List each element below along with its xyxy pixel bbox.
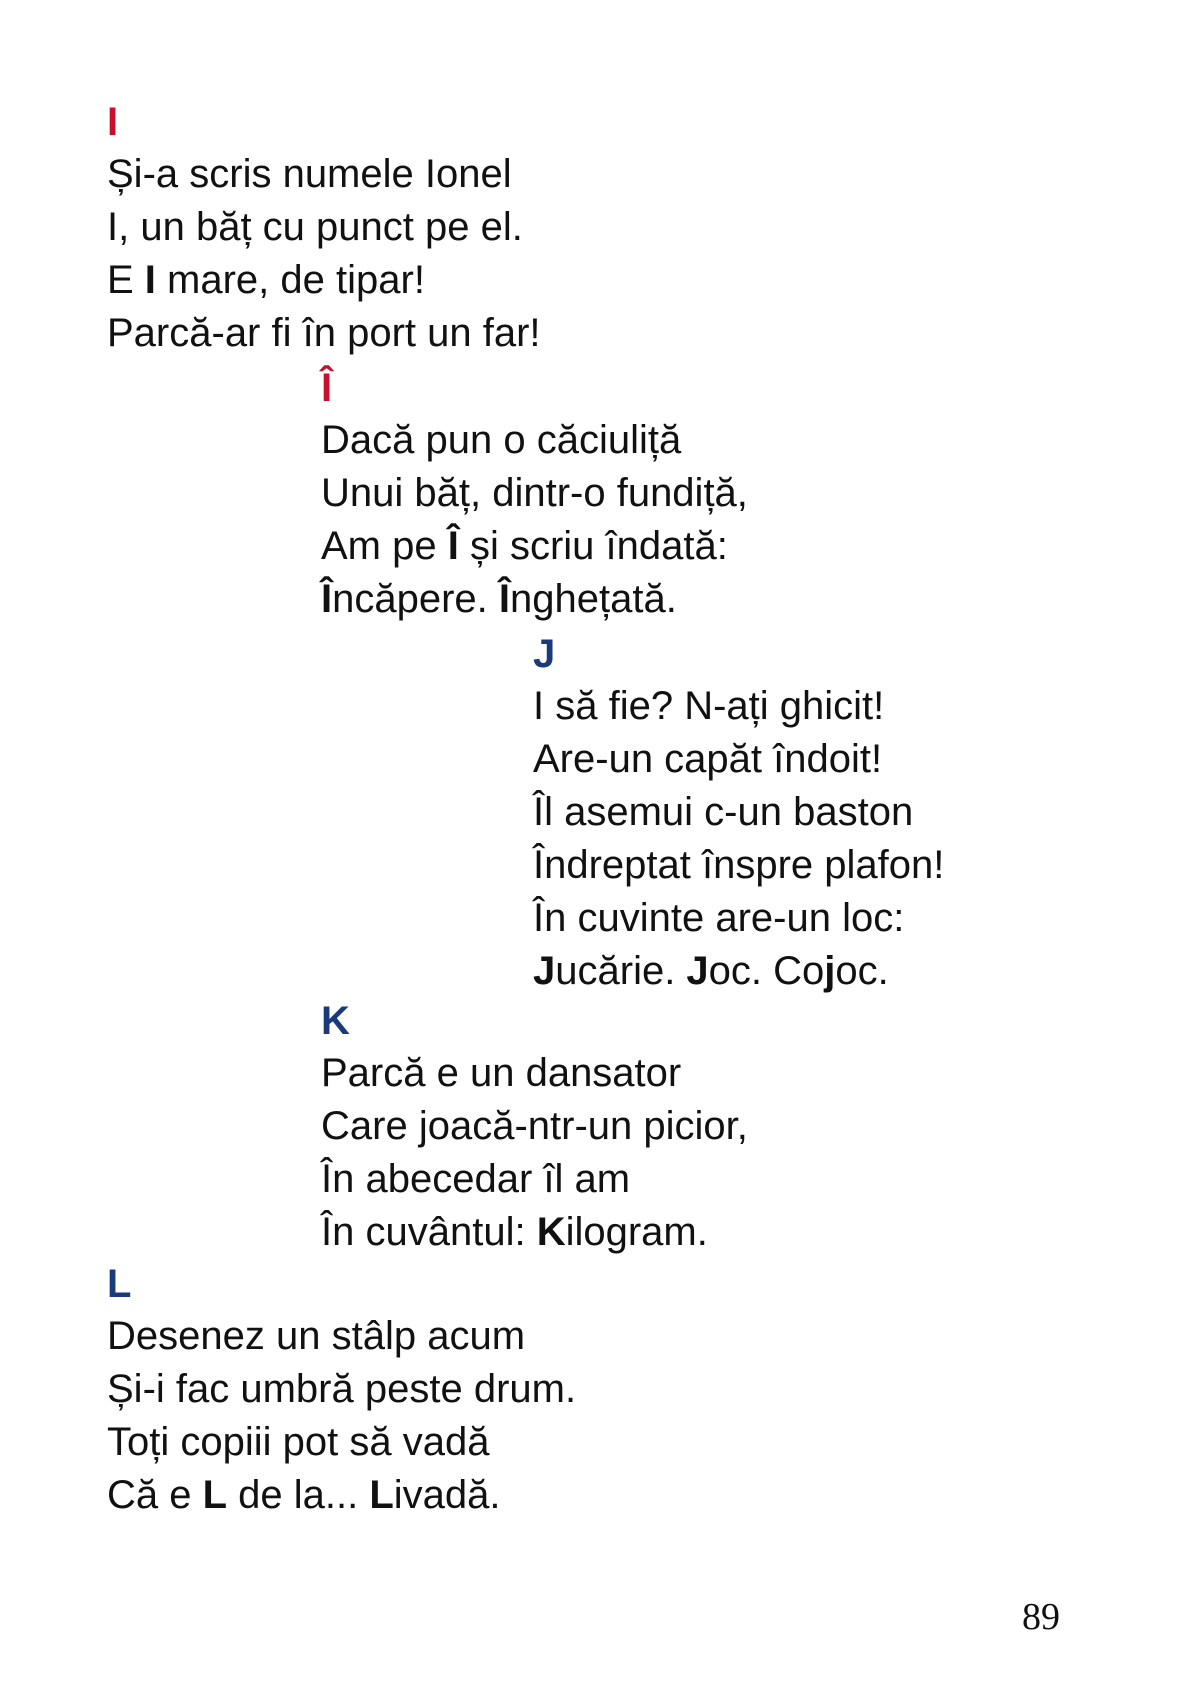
- stanza-lines: [107, 1310, 576, 1522]
- highlighted-letter: L: [202, 1473, 228, 1517]
- poem-line: I, un băț cu punct pe el.: [107, 205, 523, 249]
- poem-line: Dacă pun o căciuliță: [321, 418, 682, 462]
- highlighted-letter: I: [144, 258, 156, 302]
- highlighted-letter: j: [824, 949, 836, 993]
- stanza-lines: [533, 680, 944, 998]
- page-number: 89: [1022, 1596, 1060, 1638]
- poem-line: Parcă-ar fi în port un far!: [107, 311, 541, 355]
- poem-line: Îndreptat înspre plafon!: [533, 843, 945, 887]
- stanza-l: [107, 1258, 576, 1522]
- highlighted-letter: J: [686, 949, 709, 993]
- stanza-letter: J: [533, 632, 556, 676]
- poem-line: În abecedar îl am: [321, 1157, 631, 1201]
- stanza-k: [321, 995, 748, 1259]
- poem-line: Îl asemui c-un baston: [533, 790, 914, 834]
- poem-line: Are-un capăt îndoit!: [533, 737, 883, 781]
- stanza-i: [107, 96, 541, 360]
- poem-line: Că e L de la... Livadă.: [107, 1473, 501, 1517]
- stanza-lines: [321, 1047, 748, 1259]
- highlighted-letter: Î: [321, 577, 333, 621]
- poem-line: Desenez un stâlp acum: [107, 1314, 526, 1358]
- poem-line: Încăpere. Înghețată.: [321, 577, 677, 621]
- poem-line: Toți copiii pot să vadă: [107, 1420, 490, 1464]
- stanza-letter: Î: [321, 366, 333, 410]
- highlighted-letter: Î: [447, 524, 459, 568]
- highlighted-letter: K: [536, 1210, 566, 1254]
- poem-line: În cuvinte are-un loc:: [533, 896, 905, 940]
- highlighted-letter: J: [533, 949, 556, 993]
- poem-line: Am pe Î și scriu îndată:: [321, 524, 728, 568]
- stanza-lines: [321, 414, 748, 626]
- poem-line: Și-a scris numele Ionel: [107, 152, 512, 196]
- poem-line: Jucărie. Joc. Cojoc.: [533, 949, 889, 993]
- stanza-letter: L: [107, 1262, 132, 1306]
- stanza-letter: I: [107, 100, 119, 144]
- stanza-i-circumflex: [321, 362, 748, 626]
- poem-line: Și-i fac umbră peste drum.: [107, 1367, 577, 1411]
- poem-line: I să fie? N-ați ghicit!: [533, 684, 885, 728]
- stanza-lines: [107, 148, 541, 360]
- poem-line: Parcă e un dansator: [321, 1051, 682, 1095]
- poem-line: Care joacă-ntr-un picior,: [321, 1104, 748, 1148]
- poem-line: E I mare, de tipar!: [107, 258, 425, 302]
- highlighted-letter: L: [369, 1473, 394, 1517]
- stanza-j: [533, 628, 944, 998]
- stanza-letter: K: [321, 999, 350, 1043]
- poem-line: Unui băț, dintr-o fundiță,: [321, 471, 748, 515]
- highlighted-letter: Î: [498, 577, 511, 621]
- poem-line: În cuvântul: Kilogram.: [321, 1210, 708, 1254]
